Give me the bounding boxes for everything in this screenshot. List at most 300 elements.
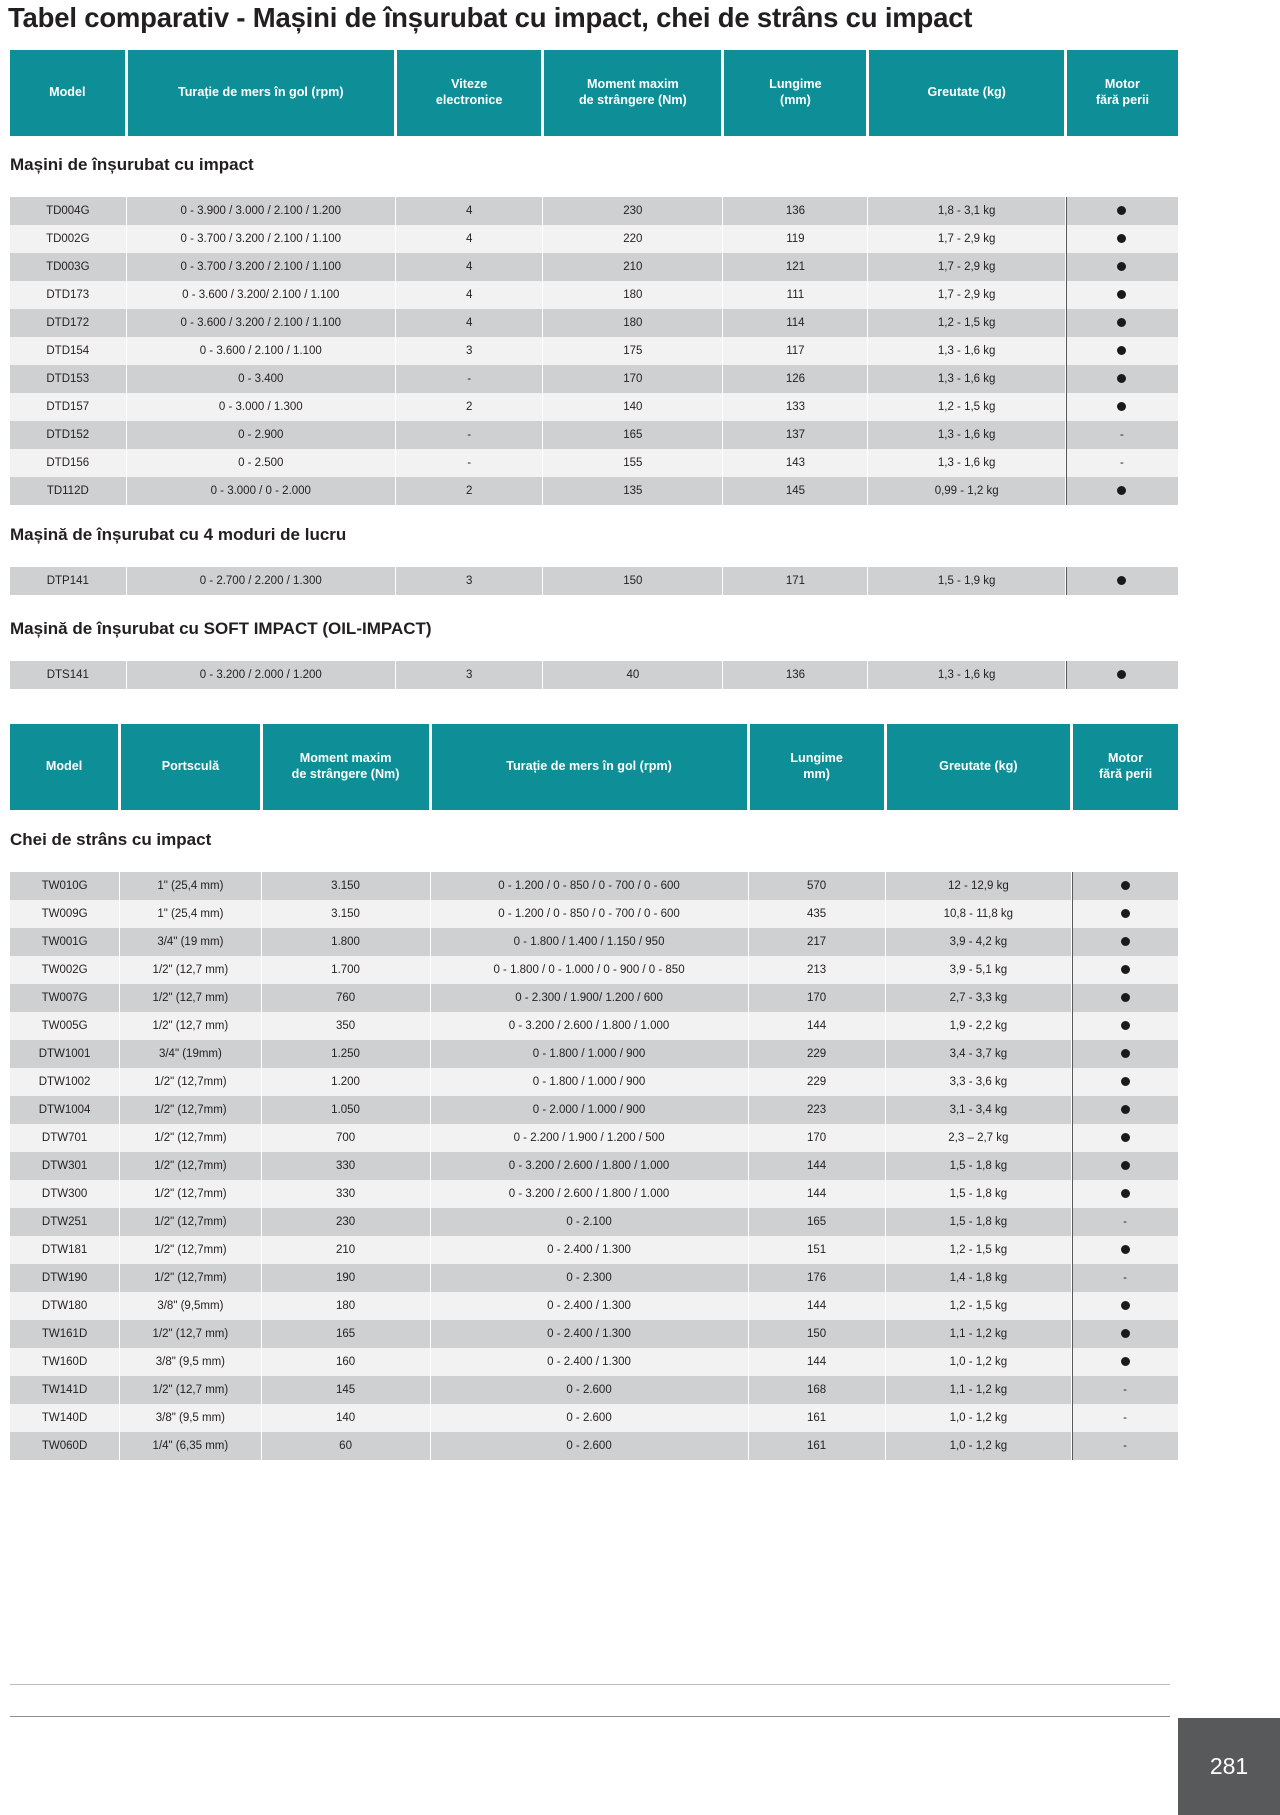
cell-1: 1/2" (12,7mm) bbox=[120, 1180, 261, 1208]
cell-2: 4 bbox=[395, 253, 542, 281]
footer-divider-bottom bbox=[10, 1716, 1170, 1717]
cell-0: DTP141 bbox=[10, 567, 126, 595]
cell-5: 2,7 - 3,3 kg bbox=[885, 984, 1071, 1012]
cell-brushless bbox=[1072, 1236, 1178, 1264]
brushless-yes-icon bbox=[1121, 881, 1130, 890]
cell-0: TW002G bbox=[10, 956, 120, 984]
cell-brushless bbox=[1072, 900, 1178, 928]
cell-1: 0 - 2.900 bbox=[126, 421, 395, 449]
cell-2: 165 bbox=[261, 1320, 430, 1348]
cell-2: 1.200 bbox=[261, 1068, 430, 1096]
cell-2: 760 bbox=[261, 984, 430, 1012]
cell-2: 2 bbox=[395, 393, 542, 421]
brushless-yes-icon bbox=[1121, 1049, 1130, 1058]
col-header-rpm: Turație de mers în gol (rpm) bbox=[126, 50, 395, 136]
cell-4: 170 bbox=[748, 1124, 885, 1152]
cell-1: 0 - 3.700 / 3.200 / 2.100 / 1.100 bbox=[126, 253, 395, 281]
brushless-yes-icon bbox=[1121, 1357, 1130, 1366]
table-row bbox=[10, 1236, 1178, 1264]
section-heading: Mașini de înșurubat cu impact bbox=[10, 155, 254, 174]
cell-3: 170 bbox=[543, 365, 723, 393]
cell-brushless bbox=[1065, 365, 1178, 393]
brushless-yes-icon bbox=[1117, 670, 1126, 679]
brushless-yes-icon bbox=[1117, 486, 1126, 495]
cell-4: 121 bbox=[723, 253, 868, 281]
cell-4: 133 bbox=[723, 393, 868, 421]
table-row bbox=[10, 1152, 1178, 1180]
cell-0: DTW1002 bbox=[10, 1068, 120, 1096]
table-row bbox=[10, 1012, 1178, 1040]
table1-section-0-rows bbox=[0, 197, 1178, 505]
cell-4: 229 bbox=[748, 1040, 885, 1068]
brushless-no-icon: - bbox=[1123, 1384, 1127, 1396]
cell-1: 1/2" (12,7mm) bbox=[120, 1152, 261, 1180]
table-row bbox=[10, 567, 1178, 595]
cell-4: 151 bbox=[748, 1236, 885, 1264]
cell-1: 1/2" (12,7mm) bbox=[120, 1124, 261, 1152]
cell-5: 3,9 - 5,1 kg bbox=[885, 956, 1071, 984]
col-header-length: Lungime (mm) bbox=[723, 50, 868, 136]
cell-1: 1" (25,4 mm) bbox=[120, 900, 261, 928]
table-row bbox=[10, 1320, 1178, 1348]
col-header-length: Lungime mm) bbox=[748, 724, 885, 810]
cell-3: 0 - 1.800 / 1.000 / 900 bbox=[430, 1040, 748, 1068]
table-row bbox=[10, 872, 1178, 900]
cell-0: TD002G bbox=[10, 225, 126, 253]
cell-5: 1,3 - 1,6 kg bbox=[868, 449, 1065, 477]
cell-5: 1,3 - 1,6 kg bbox=[868, 661, 1065, 689]
cell-2: - bbox=[395, 421, 542, 449]
cell-4: 161 bbox=[748, 1432, 885, 1460]
brushless-yes-icon bbox=[1121, 1133, 1130, 1142]
brushless-yes-icon bbox=[1121, 1329, 1130, 1338]
cell-0: DTD154 bbox=[10, 337, 126, 365]
cell-5: 12 - 12,9 kg bbox=[885, 872, 1071, 900]
table1-body-1 bbox=[10, 567, 1178, 595]
cell-2: 1.700 bbox=[261, 956, 430, 984]
cell-4: 111 bbox=[723, 281, 868, 309]
cell-1: 0 - 2.700 / 2.200 / 1.300 bbox=[126, 567, 395, 595]
cell-1: 1" (25,4 mm) bbox=[120, 872, 261, 900]
cell-0: DTD152 bbox=[10, 421, 126, 449]
cell-brushless bbox=[1072, 1180, 1178, 1208]
col-header-weight: Greutate (kg) bbox=[885, 724, 1071, 810]
cell-0: TD003G bbox=[10, 253, 126, 281]
cell-brushless bbox=[1065, 337, 1178, 365]
cell-2: 230 bbox=[261, 1208, 430, 1236]
cell-2: 3 bbox=[395, 661, 542, 689]
cell-brushless bbox=[1072, 1152, 1178, 1180]
table-row bbox=[10, 1124, 1178, 1152]
brushless-yes-icon bbox=[1121, 1301, 1130, 1310]
cell-3: 180 bbox=[543, 281, 723, 309]
cell-3: 0 - 2.300 bbox=[430, 1264, 748, 1292]
cell-0: DTS141 bbox=[10, 661, 126, 689]
table-row bbox=[10, 1432, 1178, 1460]
col-header-weight: Greutate (kg) bbox=[868, 50, 1065, 136]
page-title: Tabel comparativ - Mașini de înșurubat cu impact, chei de strâns cu impact bbox=[8, 2, 973, 33]
cell-3: 0 - 2.200 / 1.900 / 1.200 / 500 bbox=[430, 1124, 748, 1152]
cell-4: 144 bbox=[748, 1348, 885, 1376]
table-row bbox=[10, 956, 1178, 984]
brushless-yes-icon bbox=[1117, 262, 1126, 271]
cell-3: 0 - 2.400 / 1.300 bbox=[430, 1292, 748, 1320]
cell-4: 171 bbox=[723, 567, 868, 595]
cell-0: DTW181 bbox=[10, 1236, 120, 1264]
cell-0: DTW701 bbox=[10, 1124, 120, 1152]
cell-brushless bbox=[1072, 1376, 1178, 1404]
cell-1: 3/8" (9,5 mm) bbox=[120, 1404, 261, 1432]
cell-1: 0 - 3.700 / 3.200 / 2.100 / 1.100 bbox=[126, 225, 395, 253]
page-number-badge: 281 bbox=[1178, 1718, 1280, 1815]
cell-4: 114 bbox=[723, 309, 868, 337]
table-row bbox=[10, 477, 1178, 505]
cell-brushless bbox=[1072, 1320, 1178, 1348]
table-row bbox=[10, 1348, 1178, 1376]
cell-4: 143 bbox=[723, 449, 868, 477]
brushless-yes-icon bbox=[1121, 965, 1130, 974]
cell-0: DTW180 bbox=[10, 1292, 120, 1320]
cell-4: 176 bbox=[748, 1264, 885, 1292]
cell-brushless bbox=[1072, 1040, 1178, 1068]
brushless-yes-icon bbox=[1121, 1245, 1130, 1254]
cell-3: 40 bbox=[543, 661, 723, 689]
cell-3: 0 - 2.400 / 1.300 bbox=[430, 1236, 748, 1264]
cell-3: 180 bbox=[543, 309, 723, 337]
brushless-no-icon: - bbox=[1123, 1440, 1127, 1452]
cell-2: 210 bbox=[261, 1236, 430, 1264]
cell-2: 140 bbox=[261, 1404, 430, 1432]
cell-brushless bbox=[1065, 197, 1178, 225]
cell-3: 0 - 3.200 / 2.600 / 1.800 / 1.000 bbox=[430, 1180, 748, 1208]
table1-body-0 bbox=[10, 197, 1178, 505]
table2-body-0 bbox=[10, 872, 1178, 1460]
cell-0: DTW301 bbox=[10, 1152, 120, 1180]
cell-0: TD112D bbox=[10, 477, 126, 505]
cell-2: 350 bbox=[261, 1012, 430, 1040]
cell-5: 3,9 - 4,2 kg bbox=[885, 928, 1071, 956]
cell-5: 1,2 - 1,5 kg bbox=[885, 1292, 1071, 1320]
cell-1: 3/4" (19mm) bbox=[120, 1040, 261, 1068]
brushless-yes-icon bbox=[1117, 374, 1126, 383]
cell-0: TW141D bbox=[10, 1376, 120, 1404]
table2-header-row bbox=[10, 724, 1178, 810]
footer-divider-top bbox=[10, 1684, 1170, 1685]
table-row bbox=[10, 1404, 1178, 1432]
cell-4: 117 bbox=[723, 337, 868, 365]
brushless-yes-icon bbox=[1121, 937, 1130, 946]
cell-5: 1,5 - 1,9 kg bbox=[868, 567, 1065, 595]
cell-5: 10,8 - 11,8 kg bbox=[885, 900, 1071, 928]
table-row bbox=[10, 1096, 1178, 1124]
table-row bbox=[10, 337, 1178, 365]
cell-1: 3/4" (19 mm) bbox=[120, 928, 261, 956]
cell-3: 140 bbox=[543, 393, 723, 421]
brushless-no-icon: - bbox=[1123, 1216, 1127, 1228]
cell-brushless bbox=[1072, 1096, 1178, 1124]
table-row bbox=[10, 253, 1178, 281]
cell-2: 160 bbox=[261, 1348, 430, 1376]
cell-1: 0 - 3.900 / 3.000 / 2.100 / 1.200 bbox=[126, 197, 395, 225]
cell-5: 3,4 - 3,7 kg bbox=[885, 1040, 1071, 1068]
cell-4: 168 bbox=[748, 1376, 885, 1404]
cell-2: 330 bbox=[261, 1180, 430, 1208]
table-row bbox=[10, 1040, 1178, 1068]
cell-0: DTW251 bbox=[10, 1208, 120, 1236]
cell-5: 3,1 - 3,4 kg bbox=[885, 1096, 1071, 1124]
cell-1: 3/8" (9,5mm) bbox=[120, 1292, 261, 1320]
cell-2: 1.050 bbox=[261, 1096, 430, 1124]
cell-0: TW161D bbox=[10, 1320, 120, 1348]
brushless-yes-icon bbox=[1121, 1189, 1130, 1198]
cell-brushless bbox=[1072, 1348, 1178, 1376]
cell-3: 0 - 1.200 / 0 - 850 / 0 - 700 / 0 - 600 bbox=[430, 900, 748, 928]
cell-2: 180 bbox=[261, 1292, 430, 1320]
brushless-yes-icon bbox=[1117, 318, 1126, 327]
cell-3: 0 - 1.200 / 0 - 850 / 0 - 700 / 0 - 600 bbox=[430, 872, 748, 900]
cell-1: 1/2" (12,7 mm) bbox=[120, 1012, 261, 1040]
cell-brushless bbox=[1072, 1068, 1178, 1096]
cell-brushless bbox=[1065, 421, 1178, 449]
table-row bbox=[10, 449, 1178, 477]
cell-1: 1/2" (12,7 mm) bbox=[120, 1320, 261, 1348]
cell-5: 1,7 - 2,9 kg bbox=[868, 253, 1065, 281]
cell-2: 3.150 bbox=[261, 872, 430, 900]
cell-brushless bbox=[1065, 309, 1178, 337]
cell-2: 190 bbox=[261, 1264, 430, 1292]
cell-2: 4 bbox=[395, 225, 542, 253]
cell-brushless bbox=[1072, 1124, 1178, 1152]
cell-3: 0 - 2.000 / 1.000 / 900 bbox=[430, 1096, 748, 1124]
cell-2: 700 bbox=[261, 1124, 430, 1152]
cell-3: 175 bbox=[543, 337, 723, 365]
table-row bbox=[10, 1208, 1178, 1236]
cell-brushless bbox=[1072, 956, 1178, 984]
table-row bbox=[10, 225, 1178, 253]
cell-4: 170 bbox=[748, 984, 885, 1012]
cell-5: 1,0 - 1,2 kg bbox=[885, 1348, 1071, 1376]
cell-4: 144 bbox=[748, 1152, 885, 1180]
cell-3: 135 bbox=[543, 477, 723, 505]
cell-3: 230 bbox=[543, 197, 723, 225]
cell-4: 144 bbox=[748, 1012, 885, 1040]
cell-4: 217 bbox=[748, 928, 885, 956]
cell-4: 213 bbox=[748, 956, 885, 984]
cell-1: 0 - 3.000 / 1.300 bbox=[126, 393, 395, 421]
cell-5: 0,99 - 1,2 kg bbox=[868, 477, 1065, 505]
cell-brushless bbox=[1065, 449, 1178, 477]
cell-1: 0 - 3.600 / 2.100 / 1.100 bbox=[126, 337, 395, 365]
table-row bbox=[10, 1068, 1178, 1096]
cell-2: - bbox=[395, 365, 542, 393]
section-heading: Mașină de înșurubat cu SOFT IMPACT (OIL-IMPACT) bbox=[10, 619, 432, 638]
col-header-torque: Moment maxim de strângere (Nm) bbox=[261, 724, 430, 810]
cell-5: 1,9 - 2,2 kg bbox=[885, 1012, 1071, 1040]
cell-4: 165 bbox=[748, 1208, 885, 1236]
cell-0: DTW300 bbox=[10, 1180, 120, 1208]
cell-brushless bbox=[1072, 1012, 1178, 1040]
cell-0: TW010G bbox=[10, 872, 120, 900]
cell-0: TW160D bbox=[10, 1348, 120, 1376]
cell-1: 1/2" (12,7 mm) bbox=[120, 984, 261, 1012]
table-row bbox=[10, 365, 1178, 393]
cell-4: 145 bbox=[723, 477, 868, 505]
cell-2: 1.250 bbox=[261, 1040, 430, 1068]
cell-5: 1,8 - 3,1 kg bbox=[868, 197, 1065, 225]
brushless-yes-icon bbox=[1121, 993, 1130, 1002]
table1-section-1-heading-block bbox=[0, 525, 346, 545]
cell-5: 1,4 - 1,8 kg bbox=[885, 1264, 1071, 1292]
col-header-brushless: Motor fără perii bbox=[1065, 50, 1178, 136]
table-row bbox=[10, 984, 1178, 1012]
cell-4: 223 bbox=[748, 1096, 885, 1124]
cell-5: 1,2 - 1,5 kg bbox=[885, 1236, 1071, 1264]
cell-4: 229 bbox=[748, 1068, 885, 1096]
cell-1: 1/2" (12,7mm) bbox=[120, 1096, 261, 1124]
cell-brushless bbox=[1072, 928, 1178, 956]
cell-1: 1/2" (12,7mm) bbox=[120, 1264, 261, 1292]
cell-5: 1,2 - 1,5 kg bbox=[868, 393, 1065, 421]
cell-0: DTD157 bbox=[10, 393, 126, 421]
table2-section-0-rows bbox=[0, 872, 1178, 1460]
cell-5: 1,7 - 2,9 kg bbox=[868, 225, 1065, 253]
table-row bbox=[10, 393, 1178, 421]
cell-0: DTW190 bbox=[10, 1264, 120, 1292]
cell-5: 1,0 - 1,2 kg bbox=[885, 1404, 1071, 1432]
cell-3: 0 - 1.800 / 0 - 1.000 / 0 - 900 / 0 - 850 bbox=[430, 956, 748, 984]
col-header-rpm: Turație de mers în gol (rpm) bbox=[430, 724, 748, 810]
cell-3: 0 - 1.800 / 1.400 / 1.150 / 950 bbox=[430, 928, 748, 956]
col-header-chuck: Portsculă bbox=[120, 724, 261, 810]
table2-header-block bbox=[0, 724, 1178, 810]
cell-5: 1,7 - 2,9 kg bbox=[868, 281, 1065, 309]
cell-0: TW005G bbox=[10, 1012, 120, 1040]
cell-1: 0 - 3.600 / 3.200 / 2.100 / 1.100 bbox=[126, 309, 395, 337]
table-row bbox=[10, 1264, 1178, 1292]
cell-0: TW060D bbox=[10, 1432, 120, 1460]
cell-1: 0 - 3.000 / 0 - 2.000 bbox=[126, 477, 395, 505]
cell-2: 3 bbox=[395, 567, 542, 595]
cell-3: 0 - 2.100 bbox=[430, 1208, 748, 1236]
section-heading: Mașină de înșurubat cu 4 moduri de lucru bbox=[10, 525, 347, 544]
cell-2: - bbox=[395, 449, 542, 477]
cell-2: 4 bbox=[395, 309, 542, 337]
brushless-yes-icon bbox=[1121, 1105, 1130, 1114]
cell-5: 1,3 - 1,6 kg bbox=[868, 365, 1065, 393]
cell-3: 0 - 2.400 / 1.300 bbox=[430, 1320, 748, 1348]
cell-1: 1/2" (12,7mm) bbox=[120, 1208, 261, 1236]
cell-2: 330 bbox=[261, 1152, 430, 1180]
cell-4: 137 bbox=[723, 421, 868, 449]
table-row bbox=[10, 661, 1178, 689]
cell-0: TD004G bbox=[10, 197, 126, 225]
cell-5: 1,3 - 1,6 kg bbox=[868, 421, 1065, 449]
cell-3: 0 - 1.800 / 1.000 / 900 bbox=[430, 1068, 748, 1096]
cell-1: 1/2" (12,7 mm) bbox=[120, 1376, 261, 1404]
cell-brushless bbox=[1065, 661, 1178, 689]
brushless-no-icon: - bbox=[1123, 1272, 1127, 1284]
brushless-yes-icon bbox=[1117, 206, 1126, 215]
table-row bbox=[10, 1376, 1178, 1404]
cell-5: 2,3 – 2,7 kg bbox=[885, 1124, 1071, 1152]
cell-5: 1,0 - 1,2 kg bbox=[885, 1432, 1071, 1460]
cell-5: 1,5 - 1,8 kg bbox=[885, 1152, 1071, 1180]
brushless-yes-icon bbox=[1121, 1021, 1130, 1030]
cell-0: DTD153 bbox=[10, 365, 126, 393]
cell-4: 144 bbox=[748, 1292, 885, 1320]
table1-section-2-heading-block bbox=[0, 619, 432, 639]
table1-section-2-rows bbox=[0, 661, 1178, 689]
table-row bbox=[10, 900, 1178, 928]
brushless-yes-icon bbox=[1121, 1161, 1130, 1170]
cell-1: 1/2" (12,7mm) bbox=[120, 1068, 261, 1096]
cell-4: 570 bbox=[748, 872, 885, 900]
table-row bbox=[10, 421, 1178, 449]
brushless-yes-icon bbox=[1121, 909, 1130, 918]
brushless-yes-icon bbox=[1117, 402, 1126, 411]
cell-2: 1.800 bbox=[261, 928, 430, 956]
cell-3: 155 bbox=[543, 449, 723, 477]
cell-brushless bbox=[1072, 1208, 1178, 1236]
cell-4: 150 bbox=[748, 1320, 885, 1348]
brushless-no-icon: - bbox=[1120, 429, 1124, 441]
cell-4: 136 bbox=[723, 197, 868, 225]
cell-0: TW009G bbox=[10, 900, 120, 928]
cell-brushless bbox=[1072, 1292, 1178, 1320]
cell-1: 1/2" (12,7 mm) bbox=[120, 956, 261, 984]
cell-2: 4 bbox=[395, 281, 542, 309]
table-row bbox=[10, 197, 1178, 225]
cell-3: 150 bbox=[543, 567, 723, 595]
brushless-yes-icon bbox=[1117, 234, 1126, 243]
table-row bbox=[10, 281, 1178, 309]
cell-1: 0 - 3.400 bbox=[126, 365, 395, 393]
table1-section-0-heading-block bbox=[0, 155, 254, 175]
cell-brushless bbox=[1065, 281, 1178, 309]
table1-header-row bbox=[10, 50, 1178, 136]
cell-brushless bbox=[1065, 567, 1178, 595]
brushless-no-icon: - bbox=[1123, 1412, 1127, 1424]
cell-5: 1,1 - 1,2 kg bbox=[885, 1376, 1071, 1404]
cell-brushless bbox=[1072, 872, 1178, 900]
cell-brushless bbox=[1072, 1264, 1178, 1292]
cell-4: 119 bbox=[723, 225, 868, 253]
cell-0: DTD172 bbox=[10, 309, 126, 337]
cell-0: DTD173 bbox=[10, 281, 126, 309]
table-row bbox=[10, 928, 1178, 956]
table1-header bbox=[10, 50, 1178, 136]
brushless-no-icon: - bbox=[1120, 457, 1124, 469]
cell-2: 2 bbox=[395, 477, 542, 505]
cell-brushless bbox=[1072, 984, 1178, 1012]
brushless-yes-icon bbox=[1117, 346, 1126, 355]
cell-5: 1,1 - 1,2 kg bbox=[885, 1320, 1071, 1348]
cell-4: 126 bbox=[723, 365, 868, 393]
cell-2: 60 bbox=[261, 1432, 430, 1460]
cell-brushless bbox=[1065, 477, 1178, 505]
table-row bbox=[10, 1292, 1178, 1320]
cell-1: 0 - 2.500 bbox=[126, 449, 395, 477]
cell-2: 3.150 bbox=[261, 900, 430, 928]
cell-4: 435 bbox=[748, 900, 885, 928]
col-header-brushless: Motor fără perii bbox=[1072, 724, 1178, 810]
table1-header-block bbox=[0, 50, 1178, 136]
cell-brushless bbox=[1065, 253, 1178, 281]
cell-5: 1,5 - 1,8 kg bbox=[885, 1208, 1071, 1236]
cell-0: TW140D bbox=[10, 1404, 120, 1432]
cell-3: 220 bbox=[543, 225, 723, 253]
cell-2: 3 bbox=[395, 337, 542, 365]
